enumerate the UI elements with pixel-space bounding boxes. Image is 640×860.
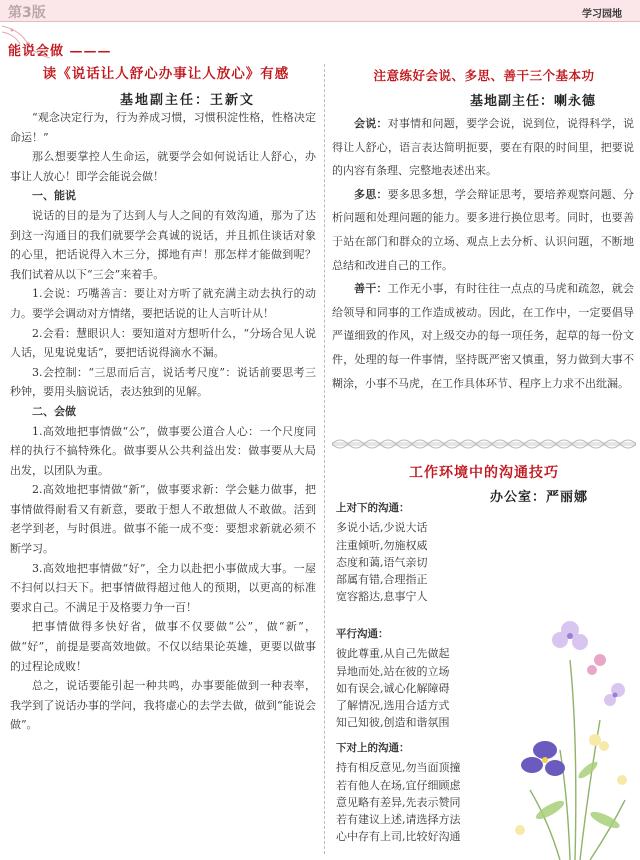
page-header — [0, 0, 640, 22]
right-paragraph-text: 对事情和问题，要学会说，说到位，说得科学，说得让人舒心，语言表达简明扼要，要在有限的时间里，把要说的内容有条理、完整地表述出来。 — [332, 117, 634, 178]
communication-line: 部属有错,合理指正 — [336, 573, 428, 587]
communication-line: 了解情况,选用合适方式 — [336, 699, 450, 713]
communication-block-heading: 上对下的沟通： — [336, 502, 410, 514]
right-paragraph-text: 要多思多想，学会辩证思考，要培养观察问题、分析问题和处理问题的能力。要多进行换位思考。同时，也要善于站在部门和群众的立场、观点上去分析、认识问题，不断地总结和改进自己的工作。 — [332, 187, 634, 272]
communication-block-heading: 平行沟通： — [336, 628, 389, 640]
communication-line: 知己知彼,创造和谐氛围 — [336, 716, 450, 730]
left-paragraph: 总之，说话要能引起一种共鸣，办事要能做到一种表率，我学到了说话办事的学问，我将虚心的去学去做，做到“能说会做”。 — [10, 679, 316, 732]
communication-line: 若有建议上述,请选择方法 — [336, 813, 461, 827]
communication-line: 如有误会,诚心化解障碍 — [336, 681, 450, 695]
left-paragraph: 那么想要掌控人生命运，就要学会如何说话让人舒心，办事让人放心！即学会能说会做！ — [10, 150, 316, 183]
left-section-heading: 二、会做 — [32, 404, 76, 418]
communication-line: 若有他人在场,宜仔细顾虑 — [336, 778, 461, 792]
communication-line: 持有相反意见,勿当面顶撞 — [336, 761, 461, 775]
right-paragraph — [332, 277, 634, 395]
communication-line: 意见略有差异,先表示赞同 — [336, 795, 461, 809]
right-paragraph-text: 工作无小事，有时往往一点点的马虎和疏忽，就会给领导和同事的工作造成被动。因此，在工作中，一定要倡导严谨细致的作风，对上级交办的每一项任务，起草的每一份文件，处理的每一件事情，坚持既严密又慎重，努力做到大事不糊涂，小事不马虎，在工作具体环节、程序上力求不出纰漏。 — [332, 282, 634, 390]
left-paragraph: 2.高效地把事情做“新”，做事要求新：学会魅力做事，把事情做得耐看又有新意，要敢于想人不敢想做人不敢做。活到老学到老，与时俱进。做事不能一成不变：要想求新就必须不断学习。 — [10, 483, 316, 556]
communication-line: 心中存有上司,比较好沟通 — [336, 830, 461, 844]
section-label: 学习园地 — [582, 9, 622, 20]
left-section-heading: 一、能说 — [32, 189, 76, 203]
communication-title: 工作环境中的沟通技巧 — [409, 465, 559, 481]
right-paragraph-lead: 多思： — [354, 187, 388, 201]
communication-line: 宽容豁达,息事宁人 — [336, 590, 428, 604]
communication-block-top-down — [336, 500, 506, 606]
left-paragraph: 说话的目的是为了达到人与人之间的有效沟通，那为了达到这一沟通目的我们就要学会真诚的说话，并且抓住谈话对象的心里，把话说得入木三分，掷地有声！那怎样才能做到呢？我们试着从以下“三会”来着手。 — [10, 208, 316, 281]
left-article-title: 读《说话让人舒心办事让人放心》有感 — [42, 66, 290, 82]
left-paragraph: 把事情做得多快好省，做事不仅要做“公”，做“新”，做“好”，前提是要高效地做。不仅以结果论英雄，更要以做事的过程论成败！ — [10, 620, 316, 673]
left-article-body — [10, 108, 316, 735]
communication-line: 注重倾听,勿施权威 — [336, 538, 428, 552]
left-article-author: 基地副主任：王新文 — [120, 93, 256, 108]
left-paragraph: 2.会看：慧眼识人：要知道对方想听什么，“分场合见人说人话，见鬼说鬼话”，要把话说得滴水不漏。 — [10, 326, 316, 360]
left-paragraph: 3.会控制：“三思而后言，说话考尺度”：说话前要思考三秒钟，要用头脑说话，表达独到的见解。 — [10, 365, 316, 399]
left-paragraph: “观念决定行为，行为养成习惯，习惯积淀性格，性格决定命运！” — [10, 111, 316, 144]
left-article-kicker: 能说会做 ——— — [8, 44, 112, 59]
communication-line: 态度和蔼,语气亲切 — [336, 555, 428, 569]
communication-line: 多说小话,少说大话 — [336, 521, 428, 535]
edition-label: 第3版 — [8, 5, 46, 21]
column-divider — [324, 64, 325, 854]
right-paragraph — [332, 112, 634, 183]
communication-block-peer — [336, 626, 506, 732]
section-divider-ornament — [332, 436, 636, 452]
left-paragraph: 1.会说：巧嘴善言：要让对方听了就充满主动去执行的动力。要学会调动对方情绪，要把话说的让人言听计从！ — [10, 287, 316, 320]
left-paragraph: 3.高效地把事情做“好”，全力以赴把小事做成大事。一屋不扫何以扫天下。把事情做得超过他人的预期，以更高的标准要求自己。不满足于及格要力争一百！ — [10, 561, 316, 614]
communication-block-heading: 下对上的沟通： — [336, 742, 410, 754]
right-paragraph-lead: 会说： — [354, 117, 388, 130]
communication-line: 彼此尊重,从自己先做起 — [336, 647, 450, 661]
right-article-title: 注意练好会说、多思、善干三个基本功 — [373, 68, 595, 83]
right-paragraph — [332, 183, 634, 277]
right-article-author: 基地副主任：喇永德 — [470, 94, 597, 109]
flower-illustration — [500, 600, 640, 860]
communication-block-bottom-up — [336, 740, 506, 846]
right-paragraph-lead: 善干： — [354, 282, 388, 296]
left-paragraph: 1.高效地把事情做“公”，做事要公道合人心：一个尺度同样的执行不搞特殊化。做事要从公共利益出发：做事要从大局出发，以团队为重。 — [10, 424, 316, 477]
communication-line: 异地而处,站在彼的立场 — [336, 664, 450, 678]
communication-author: 办公室：严丽娜 — [490, 490, 589, 505]
right-article-body — [332, 112, 634, 395]
